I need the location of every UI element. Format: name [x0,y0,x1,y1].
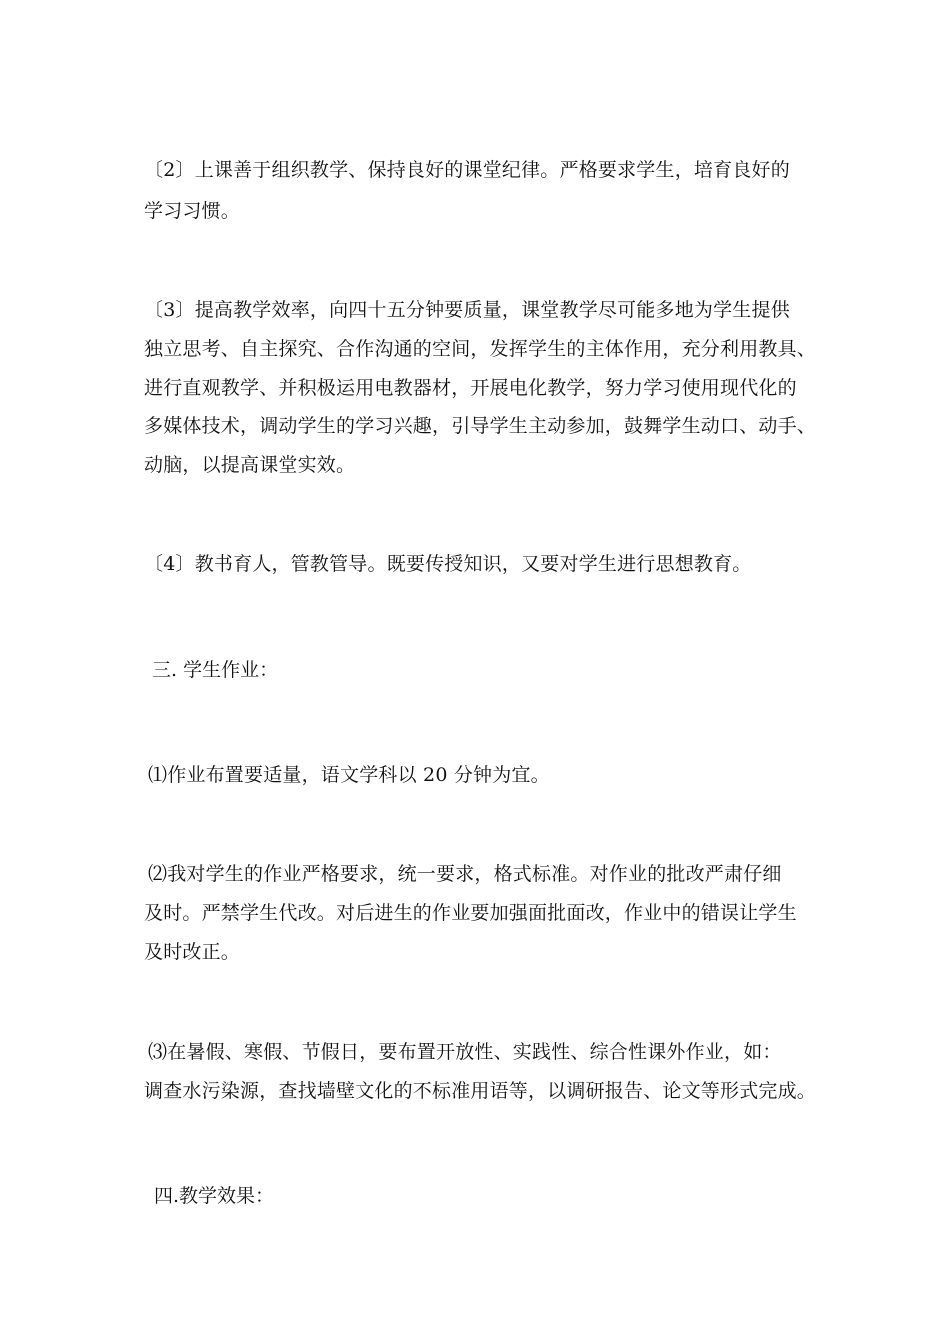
paragraph-line: 调查水污染源，查找墙壁文化的不标准用语等，以调研报告、论文等形式完成。 [144,1080,817,1102]
paragraph-line: 独立思考、自主探究、合作沟通的空间，发挥学生的主体作用，充分利用教具、 [144,338,817,360]
paragraph-line: 进行直观教学、并积极运用电教器材，开展电化教学，努力学习使用现代化的 [144,377,797,399]
paragraph-line: 及时。严禁学生代改。对后进生的作业要加强面批面改，作业中的错误让学生 [144,902,797,924]
section-heading-4: 四.教学效果： [154,1185,275,1207]
paragraph-line: ⑴作业布置要适量，语文学科以 20 分钟为宜。 [148,764,550,786]
paragraph-line: 〔4〕教书育人，管教管导。既要传授知识，又要对学生进行思想教育。 [144,553,752,575]
paragraph-line: 〔3〕提高教学效率，向四十五分钟要质量，课堂教学尽可能多地为学生提供 [144,299,790,321]
paragraph-line: ⑶在暑假、寒假、节假日，要布置开放性、实践性、综合性课外作业，如： [148,1041,782,1063]
paragraph-line: 学习习惯。 [144,200,241,222]
paragraph-line: ⑵我对学生的作业严格要求，统一要求，格式标准。对作业的批改严肃仔细 [148,863,782,885]
paragraph-line: 动脑，以提高课堂实效。 [144,454,356,476]
paragraph-line: 多媒体技术，调动学生的学习兴趣，引导学生主动参加，鼓舞学生动口、动手、 [144,415,817,437]
section-heading-3: 三. 学生作业： [152,659,279,681]
paragraph-line: 及时改正。 [144,941,241,963]
paragraph-line: 〔2〕上课善于组织教学、保持良好的课堂纪律。严格要求学生，培育良好的 [144,159,790,181]
